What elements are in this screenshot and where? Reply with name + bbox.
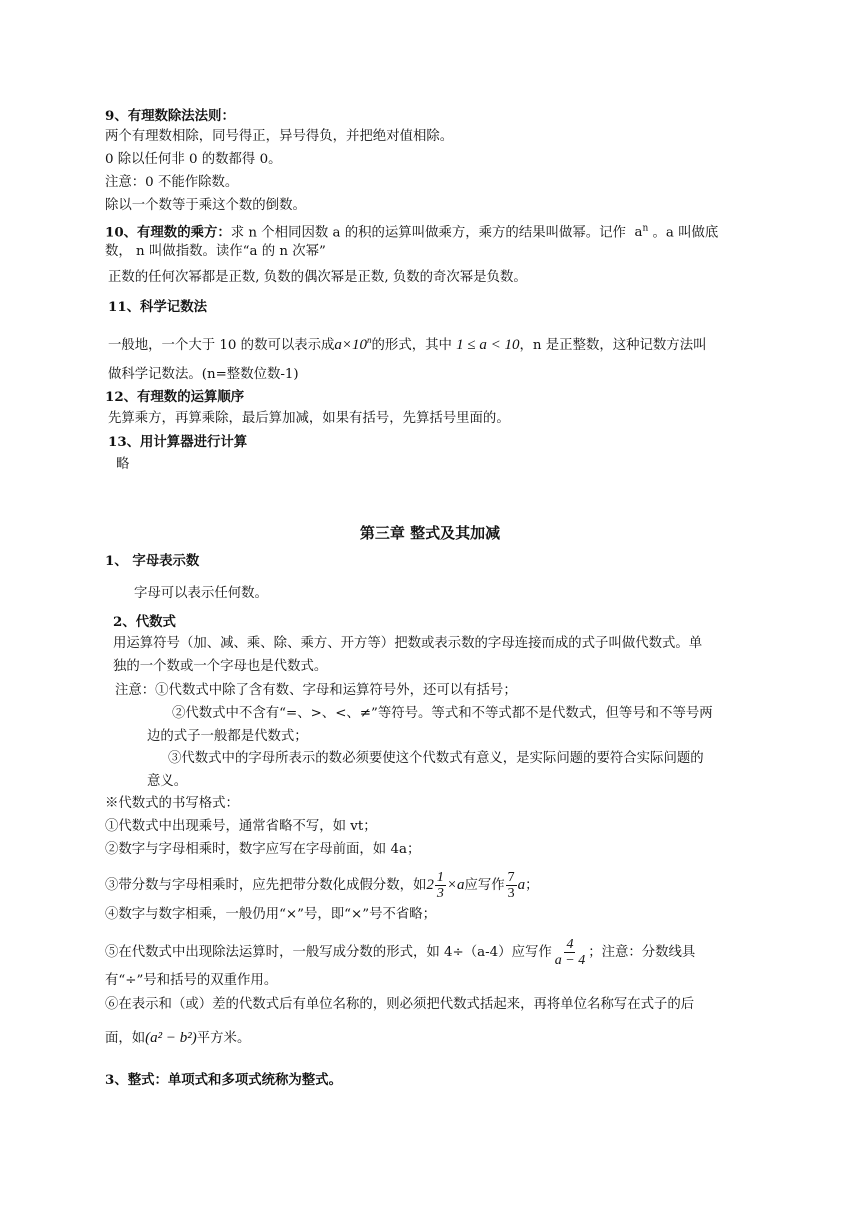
c2-note-3b: 意义。 — [147, 774, 188, 789]
format-rule-4: ④数字与数字相乘，一般仍用“×”号，即“×”号不省略； — [105, 907, 437, 922]
improper-fraction: $\frac{7}{3}$ — [507, 870, 515, 901]
format-rule-1: ①代数式中出现乘号，通常省略不写，如 vt； — [105, 819, 377, 834]
section-10-line-2: 数， n 叫做指数。读作“a 的 n 次幂” — [105, 244, 326, 259]
section-11-line-2: 做科学记数法。(n=整数位数-1) — [108, 367, 299, 382]
section-13-line-1: 略 — [116, 457, 130, 472]
division-fraction: $\frac{4}{a - 4}$ — [554, 937, 586, 968]
c2-note-2a: ②代数式中不含有“=、>、<、≠”等符号。等式和不等式都不是代数式，但等号和不等号两 — [172, 706, 713, 721]
mixed-number-expression: 2 $\frac{1}{3}$ ×a — [426, 870, 465, 902]
format-rule-5: ⑤在代数式中出现除法运算时，一般写成分数的形式，如 4÷（a-4）应写作 $\frac{4}{a - 4}$ ；注意：分数线具 — [105, 937, 696, 968]
c1-title: 1、 字母表示数 — [105, 553, 200, 569]
c2-line-2: 独的一个数或一个字母也是代数式。 — [113, 659, 328, 674]
section-10-text-end: 。a 叫做底 — [652, 225, 719, 241]
format-rule-6a: ⑥在表示和（或）差的代数式后有单位名称的，则必须把代数式括起来，再将单位名称写在式子的后 — [105, 997, 695, 1012]
section-12-title: 12、有理数的运算顺序 — [105, 389, 245, 405]
section-10-line-3: 正数的任何次幂都是正数, 负数的偶次幂是正数, 负数的奇次幂是负数。 — [108, 270, 527, 285]
section-10-text: 求 n 个相同因数 a 的积的运算叫做乘方，乘方的结果叫做幂。记作 — [230, 225, 626, 241]
format-rule-2: ②数字与字母相乘时，数字应写在字母前面，如 4a； — [105, 842, 421, 857]
section-10-title: 10、有理数的乘方： — [105, 224, 231, 241]
scientific-notation-formula: $a\times 10^n$ — [334, 335, 372, 353]
format-rule-6b: 面，如(a² − b²)平方米。 — [105, 1030, 251, 1046]
section-13-title: 13、用计算器进行计算 — [108, 434, 248, 450]
section-11-line-1: 一般地，一个大于 10 的数可以表示成$a\times 10^n$的形式，其中 1 ≤ a < 10，n 是正整数，这种记数方法叫 — [108, 335, 707, 353]
c2-note-2b: 边的式子一般都是代数式； — [147, 729, 308, 744]
format-rule-5b: 有“÷”号和括号的双重作用。 — [105, 973, 278, 988]
c1-line-1: 字母可以表示任何数。 — [134, 586, 268, 601]
section-9-line-2: 0 除以任何非 0 的数都得 0。 — [105, 152, 282, 167]
range-formula: 1 ≤ a < 10 — [456, 337, 520, 353]
power-notation: $a^n$ — [634, 224, 649, 241]
chapter-title: 第三章 整式及其加减 — [359, 524, 501, 542]
section-11-title: 11、科学记数法 — [108, 299, 207, 315]
section-9-line-3: 注意：0 不能作除数。 — [105, 175, 239, 190]
section-9-line-1: 两个有理数相除，同号得正，异号得负，并把绝对值相除。 — [105, 129, 454, 144]
format-title: ※代数式的书写格式： — [105, 796, 239, 811]
c2-note-1: 注意：①代数式中除了含有数、字母和运算符号外，还可以有括号； — [115, 683, 517, 698]
unit-expression: (a² − b²) — [145, 1030, 197, 1046]
section-10-line-1 — [105, 219, 718, 243]
format-rule-3: ③带分数与字母相乘时，应先把带分数化成假分数，如2 $\frac{1}{3}$ ×a应写作 $\frac{7}{3}$ a； — [105, 870, 539, 902]
c2-title: 2、代数式 — [113, 614, 176, 630]
section-12-line-1: 先算乘方，再算乘除，最后算加减，如果有括号，先算括号里面的。 — [108, 411, 510, 426]
section-9-line-4: 除以一个数等于乘这个数的倒数。 — [105, 198, 306, 213]
section-9-title: 9、有理数除法法则： — [105, 108, 235, 124]
c2-note-3a: ③代数式中的字母所表示的数必须要使这个代数式有意义，是实际问题的要符合实际问题的 — [168, 751, 704, 766]
c3-title: 3、整式：单项式和多项式统称为整式。 — [105, 1072, 342, 1088]
c2-line-1: 用运算符号（加、减、乘、除、乘方、开方等）把数或表示数的字母连接而成的式子叫做代数式。单 — [113, 636, 703, 651]
